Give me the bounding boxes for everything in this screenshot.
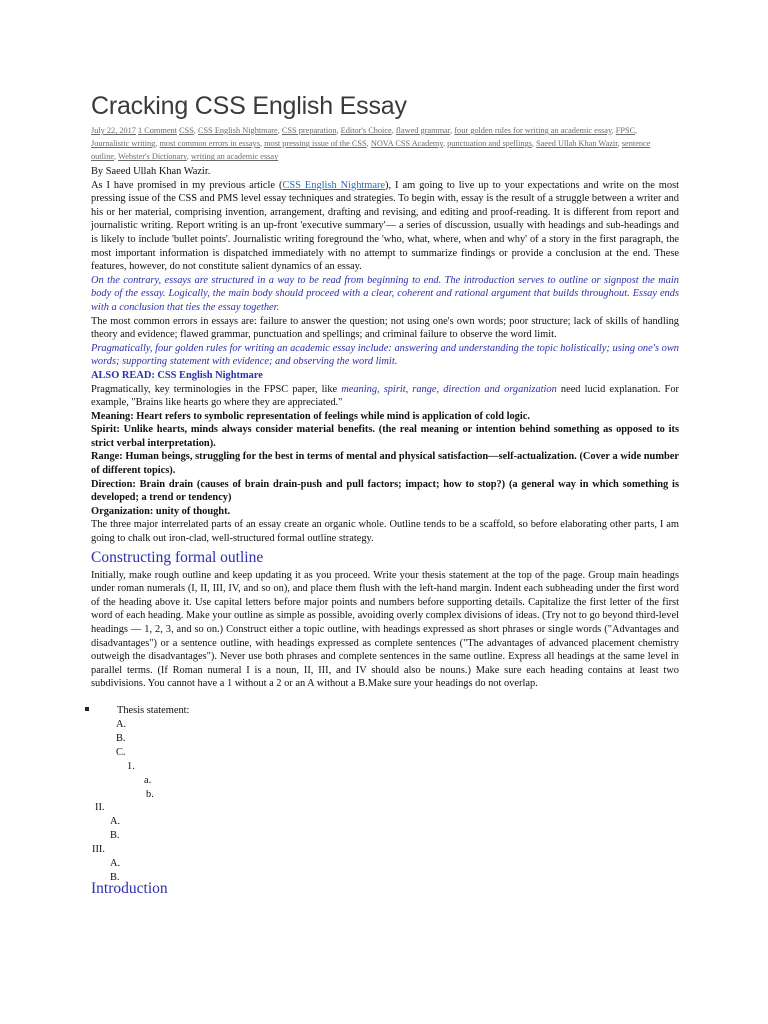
tag-link[interactable]: NOVA CSS Academy [370,139,443,149]
article-title: Cracking CSS English Essay [91,92,407,120]
tag-link[interactable]: CSS preparation [281,126,337,135]
tag-link[interactable]: most pressing issue of the CSS [264,139,367,149]
outline-item: B. [110,872,120,883]
outline-item: A. [110,858,121,869]
tag-link[interactable]: flawed grammar [395,126,451,135]
terms-italic: meaning, spirit, range, direction and organization [341,383,557,395]
byline: By Saeed Ullah Khan Wazir. [91,166,211,177]
tag-link[interactable]: most common errors in essays [159,139,260,149]
paragraph-terminologies [91,383,679,410]
comments-link[interactable]: 1 Comment [138,126,177,135]
previous-article-link[interactable]: CSS English Nightmare [282,179,386,191]
heading-introduction: Introduction [91,880,168,897]
tag-link[interactable]: CSS English Nightmare [197,126,278,135]
tag-link[interactable]: writing an academic essay [190,152,279,162]
heading-formal-outline: Constructing formal outline [91,548,264,566]
text: As I have promised in my previous article ( [91,179,283,191]
outline-item: B. [110,830,120,841]
bullet-icon [85,707,89,711]
text: Pragmatically, key terminologies in the FPSC paper, like [91,383,342,395]
term-range: Range: Human beings, struggling for the best in terms of mental and physical satisfaction—self-actualization. (Cover a wide number of different topics). [91,451,679,477]
tag-link[interactable]: Editor's Choice [340,126,392,135]
tag-link[interactable]: sentence outline [91,139,651,162]
tag-link[interactable]: FPSC [615,126,636,135]
tag-link[interactable]: CSS [179,126,194,135]
outline-item: C. [116,747,126,758]
outline-item: B. [116,733,126,744]
outline-item: A. [110,816,121,827]
term-spirit: Spirit: Unlike hearts, minds always consider material benefits. (the real meaning or intention behind something as opposed to its strict verbal interpretation). [91,424,679,449]
outline-item: 1. [127,761,135,772]
also-read-link[interactable]: ALSO READ: CSS English Nightmare [91,369,263,381]
text: ), I am going to live up to your expectations and write on the most pressing issue of the CSS and PMS level essay techniques and strategies. To begin with, essay is the result of a struggle between a writer and his or her material, comprising invention, arrangement, drafting and revising, and editing and proof-reading. It is different from report and journalistic writing. Report writing is an up-front 'executive summary'— a series of discussion, usually with headings and sub-headings and is likely to include 'bullet points'. Journalistic writing foreground the 'who, what, where, when and why' of a story in the first paragraph, the most important information is dispatched immediately with no attempt to summarize findings or provide a conclusion at the end. These features, however, do not constitute salient dynamics of an essay. [91,179,679,273]
paragraph-errors: The most common errors in essays are: failure to answer the question; not using one's own words; poor structure; lack of skills of handling theory and evidence; flawed grammar, punctuation and spellings; and criminal failure to observe the word limit. [91,315,679,341]
paragraph-parts: The three major interrelated parts of an essay create an organic whole. Outline tends to be a scaffold, so before elaborating other parts, I am going to chalk out iron-clad, well-structured formal outline strategy. [91,519,679,545]
paragraph-intro [91,179,679,274]
tag-link[interactable]: four golden rules for writing an academic essay [454,126,612,135]
outline-item: A. [116,719,127,730]
post-date[interactable]: July 22, 2017 [91,126,136,135]
article-body [91,165,679,691]
post-meta [91,124,677,164]
outline-item: a. [144,775,152,786]
outline-item: III. [92,844,105,855]
paragraph-golden-rules: Pragmatically, four golden rules for writing an academic essay include: answering and understanding the topic holistically; using one's own words; supporting statement with evidence; and observing the word limit. [91,342,679,368]
term-organization: Organization: unity of thought. [91,505,231,517]
outline-item: b. [146,789,154,800]
paragraph-structure: On the contrary, essays are structured in a way to be read from beginning to end. The introduction serves to outline or signpost the main body of the essay. Logically, the main body should proceed with a clear, coherent and rational argument that builds throughout. Essay ends with a conclusion that ties the essay together. [91,274,679,313]
tag-link[interactable]: Saeed Ullah Khan Wazir [536,139,618,149]
tag-link[interactable]: punctuation and spellings [447,139,532,149]
term-meaning: Meaning: Heart refers to symbolic representation of feelings while mind is application of cold logic. [91,410,530,422]
outline-item: II. [95,802,105,813]
paragraph-outline-rules: Initially, make rough outline and keep updating it as you proceed. Write your thesis statement at the top of the page. Group main headings under roman numerals (I, II, III, IV, and so on), and place them flush with the left-hand margin. Indent each subheading under the first word of the heading above it. Use capital letters before major points and numbers before supporting details. Capitalize the first letter of the first word of each heading. Make your outline as simple as possible, avoiding overly complex divisions of ideas. (Try not to go beyond third-level headings — 1, 2, 3, and so on.) Construct either a topic outline, with headings expressed as short phrases or single words ("Advantages and disadvantages") or a sentence outline, with headings expressed as complete sentences ("The advantages of advanced placement chemistry outweigh the disadvantages"). Never use both phrases and complete sentences in the same outline. Express all headings at the same level in parallel terms. (If Roman numeral I is a noun, II, III, and IV should also be nouns.) Make sure each heading contains at least two subdivisions. You cannot have a 1 without a 2 or an A without a B.Make sure your headings do not overlap. [91,569,679,690]
tag-link[interactable]: Journalistic writing [91,139,156,149]
term-direction: Direction: Brain drain (causes of brain drain-push and pull factors; impact; how to stop?) (a general way in which something is developed; a trend or tendency) [91,478,679,504]
text: need lucid explanation. For example, "Brains like hearts go where they are appreciated." [91,383,679,409]
tag-link[interactable]: Webster's Dictionary [118,152,187,162]
tag-list: CSS, CSS English Nightmare, CSS preparation, Editor's Choice, flawed grammar, four golden rules for writing an academic essay, FPSC, Journalistic writing, most common errors in essays, most pressing issue of the CSS, NOVA CSS Academy, punctuation and spellings, Saeed Ullah Khan Wazir, sentence outline, Webster's Dictionary, writing an academic essay [91,126,651,162]
outline-thesis: Thesis statement: [117,705,190,716]
